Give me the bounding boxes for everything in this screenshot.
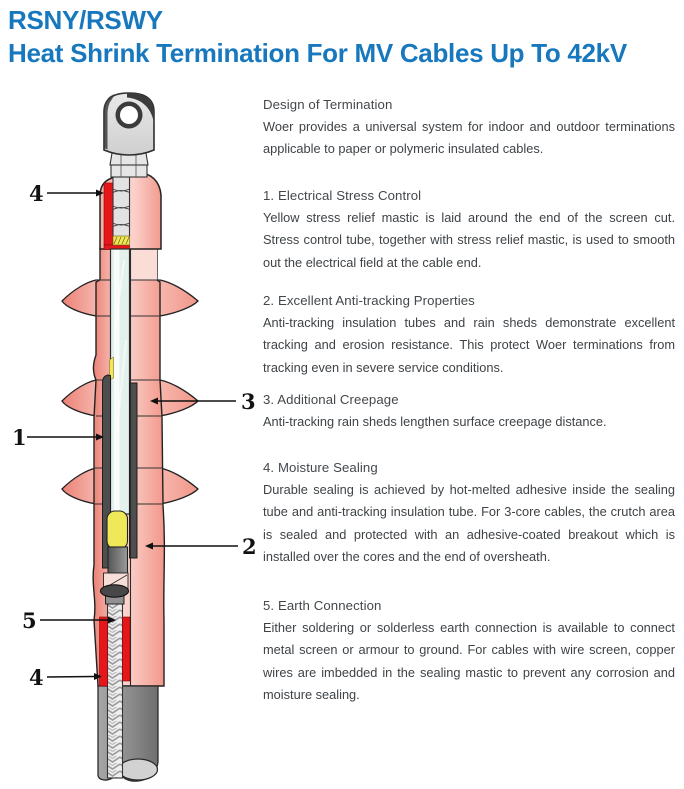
- lug-bolt-hole: [120, 106, 138, 124]
- sealing-mastic-red: [104, 183, 113, 245]
- earth-braid: [108, 604, 123, 778]
- termination-diagram: [0, 85, 260, 789]
- insulation-highlight: [114, 250, 120, 513]
- cable-lug: [104, 93, 155, 178]
- callout-1: [12, 425, 104, 450]
- section-heading: 1. Electrical Stress Control: [263, 188, 422, 203]
- cable-cut-face: [119, 759, 158, 780]
- lug-seal-bell: [100, 172, 161, 250]
- section-electrical-stress-control: [263, 188, 675, 274]
- sealing-tube-segment: [130, 250, 158, 280]
- section-body: Anti-tracking insulation tubes and rain sheds demonstrate excellent tracking and erosion resistance. This protect Woer terminations from tracking even in severe service conditions.: [263, 315, 675, 375]
- product-name: Heat Shrink Termination For MV Cables Up To 42kV: [8, 38, 627, 68]
- section-moisture-sealing: [263, 460, 675, 569]
- page-title: [8, 4, 668, 70]
- cable-screen-stub: [108, 547, 128, 573]
- section-body: Yellow stress relief mastic is laid around the end of the screen cut. Stress control tube, together with stress relief mastic, is used to smooth out the electrical field at the cable end.: [263, 210, 675, 270]
- crimp-barrel: [113, 172, 130, 238]
- callout-label: 5: [22, 608, 37, 633]
- callout-4-bottom: [29, 665, 102, 690]
- section-body: Woer provides a universal system for indoor and outdoor terminations applicable to paper or polymeric insulated cables.: [263, 119, 675, 157]
- callout-label: 1: [12, 425, 27, 450]
- section-heading: Design of Termination: [263, 97, 393, 112]
- product-code: RSNY/RSWY: [8, 5, 163, 35]
- section-heading: 2. Excellent Anti-tracking Properties: [263, 293, 475, 308]
- callout-label: 4: [29, 665, 44, 690]
- section-additional-creepage: [263, 392, 675, 433]
- section-heading: 4. Moisture Sealing: [263, 460, 378, 475]
- sealing-mastic-red: [123, 617, 131, 681]
- sealing-mastic-red: [100, 617, 108, 686]
- section-body: Anti-tracking rain sheds lengthen surface creepage distance.: [263, 414, 607, 429]
- callout-label: 2: [242, 534, 257, 559]
- section-earth-connection: [263, 598, 675, 707]
- callout-4-top: [29, 181, 104, 206]
- section-body: Either soldering or solderless earth connection is available to connect metal screen or armour to ground. For cables with wire screen, copper wires are imbedded in the sealing mastic to prevent any corrosion and moisture sealing.: [263, 620, 675, 703]
- callout-label: 4: [29, 181, 44, 206]
- section-design-of-termination: [263, 97, 675, 161]
- section-heading: 3. Additional Creepage: [263, 392, 399, 407]
- stress-relief-mastic-blob: [107, 511, 128, 549]
- section-body: Durable sealing is achieved by hot-melted adhesive inside the sealing tube and anti-tracking insulation tube. For 3-core cables, the crutch area is sealed and protected with an adhesive-coated breakout which is installed over the cores and the end of oversheath.: [263, 482, 675, 565]
- section-heading: 5. Earth Connection: [263, 598, 382, 613]
- callout-label: 3: [241, 389, 256, 414]
- section-anti-tracking-properties: [263, 293, 675, 379]
